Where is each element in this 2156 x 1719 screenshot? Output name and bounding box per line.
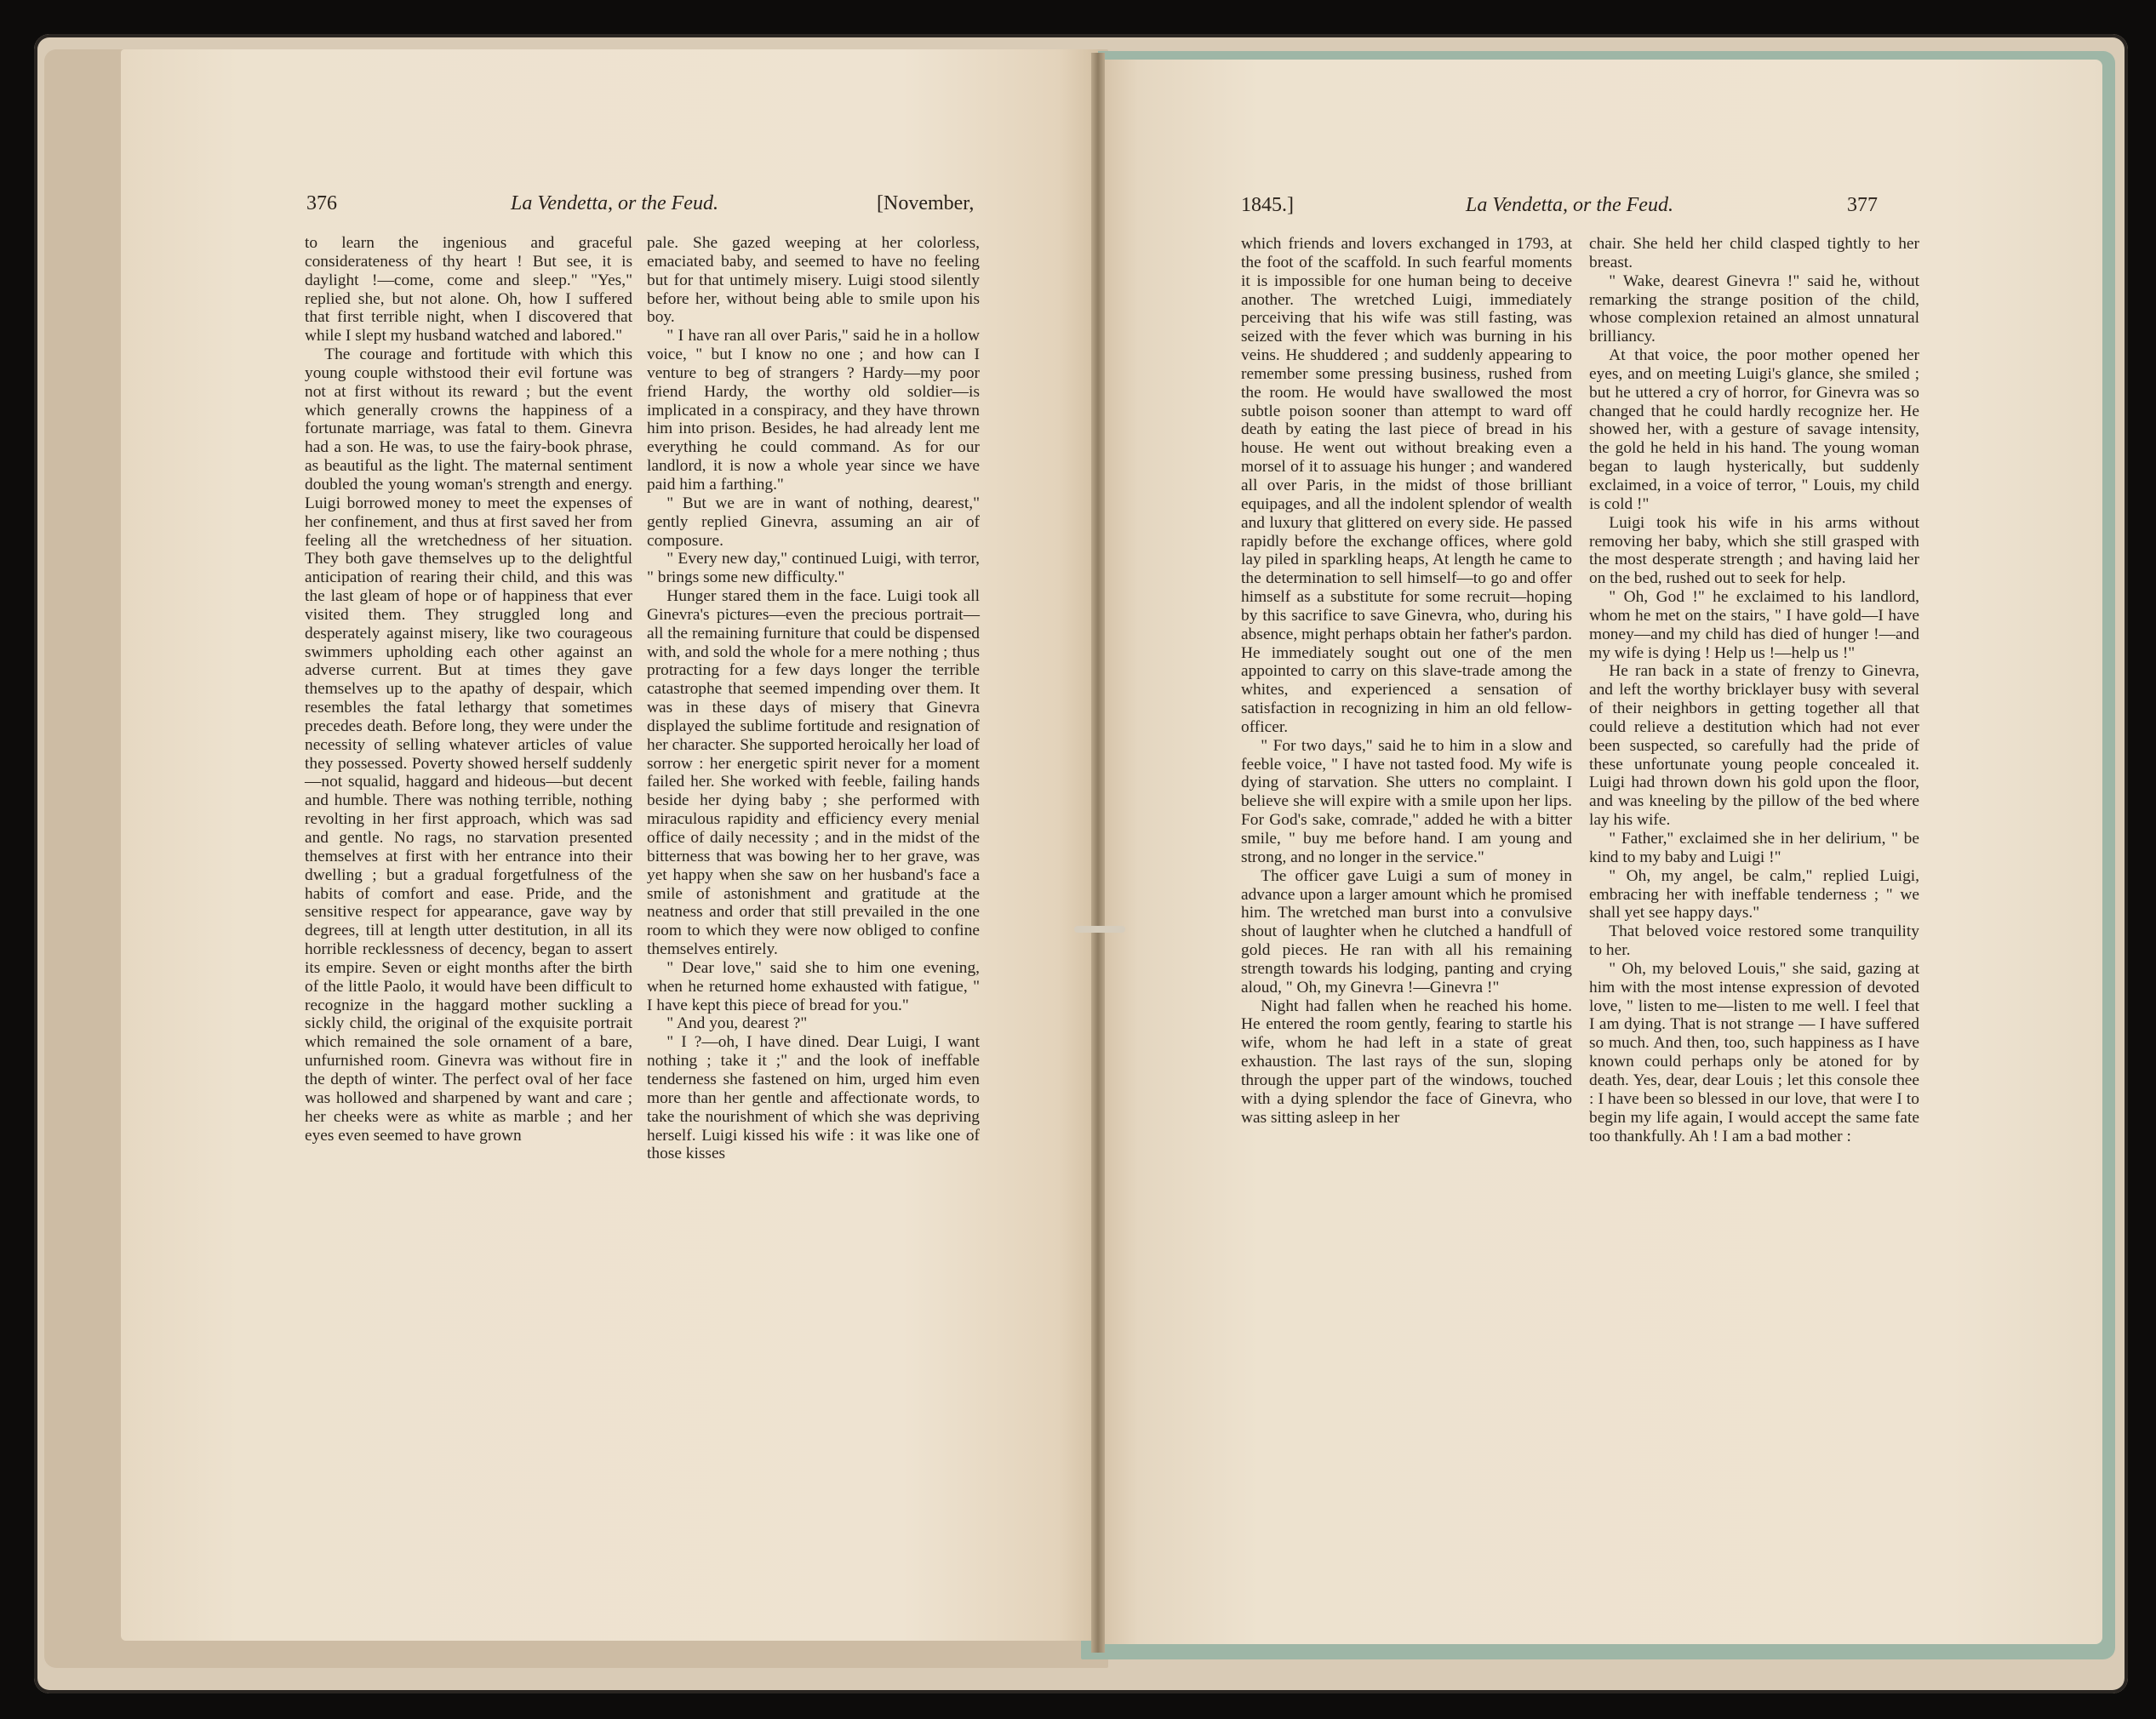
paragraph: " And you, dearest ?" <box>666 1014 808 1033</box>
paragraph: chair. She held her child clasped tightly to her breast. <box>1589 235 1919 271</box>
left-column-2 <box>647 234 980 1163</box>
paragraph: The officer gave Luigi a sum of money in advance upon a larger amount which he promised him. The wretched man burst into a convulsive shout of laughter when he clutched a handfull of gold pieces. He ran with all his remaining strength towards his lodging, panting and crying aloud, " Oh, my Ginevra !—Ginevra !" <box>1241 866 1572 997</box>
paragraph: " But we are in want of nothing, dearest," gently replied Ginevra, assuming an air of composure. <box>647 494 980 550</box>
right-running-title-text: La Vendetta, or the Feud. <box>1466 194 1673 216</box>
left-header-date: [November, <box>877 192 975 214</box>
paragraph: pale. She gazed weeping at her colorless, emaciated baby, and seemed to have no feeling but for that untimely misery. Luigi stood silently before her, without being able to smile upon his boy. <box>647 234 980 327</box>
paragraph: to learn the ingenious and graceful considerateness of thy heart ! But see, it is daylight !—come, come and sleep." "Yes," replied she, but not alone. Oh, how I suffered that first terrible night, when I discovered that while I slept my husband watched and labored." <box>305 234 632 346</box>
left-running-title-text: La Vendetta, or the Feud. <box>511 192 718 214</box>
paragraph: " Oh, my beloved Louis," she said, gazing at him with the most intense expression of devoted love, " listen to me—listen to me well. I feel that I am dying. That is not strange — I have suffered so much. And then, too, such happiness as I have known could perhaps only be atoned for by death. Yes, dear, dear Louis ; let this console thee : I have been so blessed in our love, that were I to begin my life again, I would accept the same fate too thankfully. Ah ! I am a bad mother : <box>1589 959 1919 1145</box>
paragraph: He ran back in a state of frenzy to Ginevra, and left the worthy bricklayer busy with several of their neighbors in getting together all that could relieve a destitution which had not ever been suspected, so carefully had the pride of these unfortunate young people concealed it. Luigi had thrown down his gold upon the floor, and was kneeling by the pillow of the bed where lay his wife. <box>1589 662 1919 830</box>
paragraph: " I have ran all over Paris," said he in a hollow voice, " but I know no one ; and how can I venture to beg of strangers ? Hardy—my poor friend Hardy, the worthy old soldier—is implicated in a conspiracy, and they have thrown him into prison. Besides, he had already lent me everything he could command. As for our landlord, it is now a whole year since we have paid him a farthing." <box>647 327 980 494</box>
right-header-date: 1845.] <box>1241 194 1294 216</box>
paragraph: " Dear love," said she to him one evening, when he returned home exhausted with fatigue, " I have kept this piece of bread for you." <box>647 958 980 1014</box>
paragraph: Luigi took his wife in his arms without removing her baby, which she still grasped with the most desperate strength ; and having laid her on the bed, rushed out to seek for help. <box>1589 513 1919 588</box>
binding-thread <box>1074 926 1125 933</box>
paragraph: " Wake, dearest Ginevra !" said he, without remarking the strange position of the child, whose complexion retained an almost unnatural brilliancy. <box>1589 271 1919 346</box>
paragraph: " Oh, my angel, be calm," replied Luigi, embracing her with ineffable tenderness ; " we shall yet see happy days." <box>1589 866 1919 922</box>
right-column-2 <box>1589 235 1919 1145</box>
paragraph: " Father," exclaimed she in her delirium, " be kind to my baby and Luigi !" <box>1589 830 1919 866</box>
paragraph: That beloved voice restored some tranquility to her. <box>1589 922 1919 960</box>
paragraph: Hunger stared them in the face. Luigi took all Ginevra's pictures—even the precious portrait—all the remaining furniture that could be dispensed with, and sold the whole for a mere nothing ; thus protracting for a few days longer the terrible catastrophe that seemed impending over them. It was in these days of misery that Ginevra displayed the sublime fortitude and resignation of her character. She supported heroically her load of sorrow : her energetic spirit never for a moment failed her. She worked with feeble, failing hands beside her dying baby ; she performed with miraculous rapidity and efficiency every menial office of daily necessity ; and in the midst of the bitterness that was bowing her to her grave, was yet happy when she saw on her husband's face a smile of astonishment and gratitude at the neatness and order that still prevailed in the one room to which they were now obliged to confine themselves entirely. <box>647 587 980 959</box>
paragraph: " I ?—oh, I have dined. Dear Luigi, I want nothing ; take it ;" and the look of ineffable tenderness she fastened on him, urged him even more than her gentle and affectionate words, to take the nourishment of which she was depriving herself. Luigi kissed his wife : it was like one of those kisses <box>647 1033 980 1163</box>
right-column-1 <box>1241 235 1572 1128</box>
left-running-title <box>511 192 718 215</box>
left-page-number: 376 <box>306 192 337 214</box>
paragraph: which friends and lovers exchanged in 1793, at the foot of the scaffold. In such fearful moments it is impossible for one human being to deceive another. The wretched Luigi, immediately perceiving that his wife was still fasting, was seized with the fever which was burning in his veins. He shuddered ; and suddenly appearing to remember some pressing business, rushed from the room. He would have swallowed the most subtle poison sooner than attempt to ward off death by eating the last piece of bread in his house. He went out without breaking even a morsel of it to assuage his hunger ; and wandered all over Paris, in the midst of those brilliant equipages, and all the indolent splendor of wealth and luxury that glittered on every side. He passed rapidly before the exchange offices, where gold lay piled in sparkling heaps, At length he came to the determination to sell himself—to go and offer himself as a substitute for some recruit—hoping by this sacrifice to save Ginevra, who, during his absence, might perhaps obtain her father's pardon. He immediately sought out one of the men appointed to carry on this slave-trade among the whites, and experienced a sensation of satisfaction in recognizing in him an old fellow-officer. <box>1241 235 1573 736</box>
paragraph: Night had fallen when he reached his home. He entered the room gently, fearing to startle his wife, whom he had left in a state of great exhaustion. The last rays of the sun, sloping through the upper part of the windows, touched with a dying splendor the face of Ginevra, who was sitting asleep in her <box>1241 997 1572 1127</box>
right-page <box>1098 60 2102 1644</box>
paragraph: " Oh, God !" he exclaimed to his landlord, whom he met on the stairs, " I have gold—I have money—and my child has died of hunger !—and my wife is dying ! Help us !—help us !" <box>1589 588 1919 662</box>
right-running-title <box>1466 194 1673 217</box>
right-page-number: 377 <box>1847 194 1878 216</box>
paragraph: " Every new day," continued Luigi, with terror, " brings some new difficulty." <box>647 550 980 587</box>
left-column-1 <box>305 234 632 1145</box>
paragraph: At that voice, the poor mother opened her eyes, and on meeting Luigi's glance, she smiled ; but he uttered a cry of horror, for Ginevra was so changed that he could hardly recognize her. He showed her, with a gesture of savage intensity, the gold he held in his hand. The young woman began to laugh hysterically, but suddenly exclaimed, in a voice of terror, " Louis, my child is cold !" <box>1589 346 1919 513</box>
book-gutter <box>1091 53 1105 1653</box>
paragraph: The courage and fortitude with which this young couple withstood their evil fortune was not at first without its reward ; but the event which generally crowns the happiness of a fortunate marriage, was fatal to them. Ginevra had a son. He was, to use the fairy-book phrase, as beautiful as the light. The maternal sentiment doubled the young woman's strength and energy. Luigi borrowed money to meet the expenses of her confinement, and thus at first saved her from feeling all the wretchedness of her situation. They both gave themselves up to the delightful anticipation of rearing their child, and this was the last gleam of hope or of happiness that ever visited them. They struggled long and desperately against misery, like two courageous swimmers upholding each other against an adverse current. But at times they gave themselves up to the apathy of despair, which resembles the fatal lethargy that sometimes precedes death. Before long, they were under the necessity of selling whatever articles of value they possessed. Poverty showed herself suddenly—not squalid, haggard and hideous—but decent and humble. There was nothing terrible, nothing revolting in her first approach, which was sad and gentle. No rags, no starvation presented themselves at first with her entrance into their dwelling ; but a gradual forgetfulness of the habits of comfort and ease. Pride, and the sensitive respect for appearance, gave way by degrees, till at length utter destitution, in all its horrible recklessness of decency, began to assert its empire. Seven or eight months after the birth of the little Paolo, it would have been difficult to recognize in the haggard mother suckling a sickly child, the original of the exquisite portrait which remained the sole ornament of a bare, unfurnished room. Ginevra was without fire in the depth of winter. The perfect oval of her face was hollowed and sharpened by want and care ; her cheeks were as white as marble ; and her eyes even seemed to have grown <box>305 346 632 1145</box>
paragraph: " For two days," said he to him in a slow and feeble voice, " I have not tasted food. My wife is dying of starvation. She utters no complaint. I believe she will expire with a smile upon her lips. For God's sake, comrade," added he with a bitter smile, " buy me before hand. I am young and strong, and no longer in the service." <box>1241 736 1572 866</box>
left-page <box>121 49 1098 1641</box>
